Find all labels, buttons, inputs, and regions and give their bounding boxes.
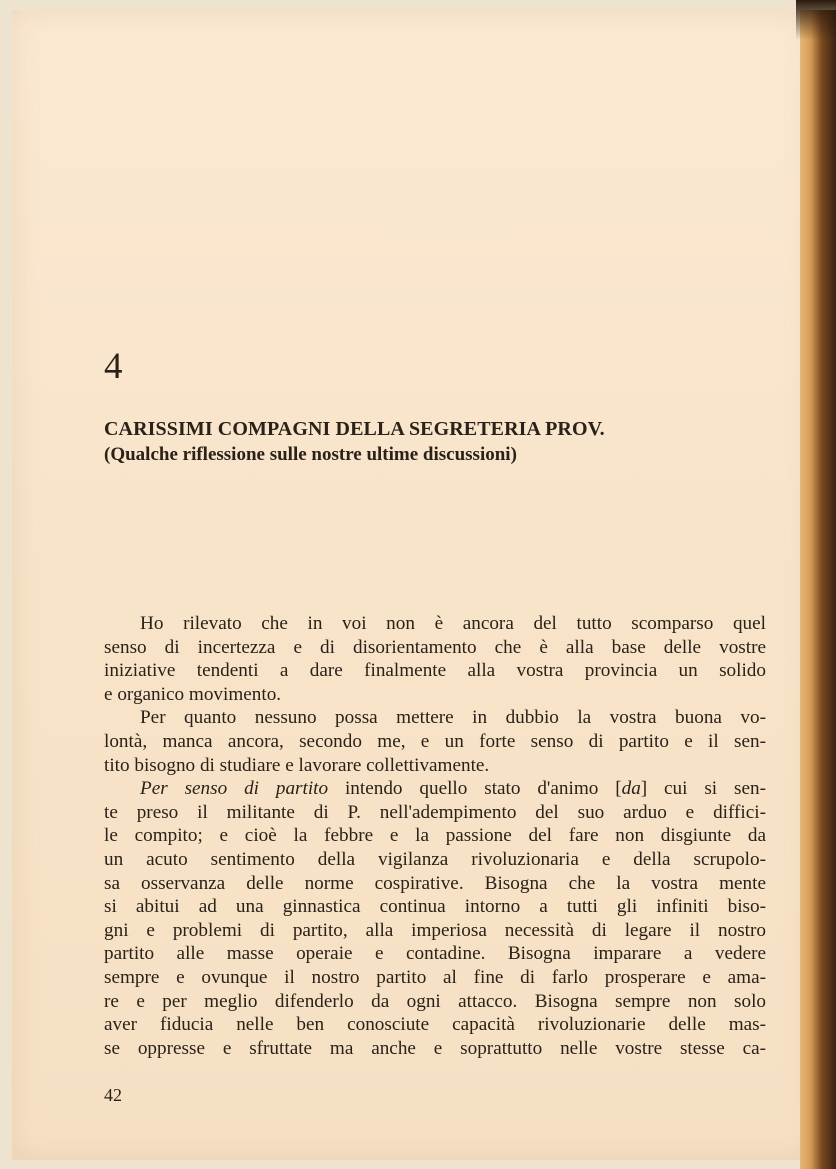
text-line: le compito; e cioè la febbre e la passione del fare non disgiunte da <box>104 825 766 847</box>
text-line: gni e problemi di partito, alla imperiosa necessità di legare il nostro <box>104 919 766 941</box>
text-line: un acuto sentimento della vigilanza rivoluzionaria e della scrupolo- <box>104 848 766 870</box>
paragraph-3 <box>104 777 766 1060</box>
text-line: sempre e ovunque il nostro partito al fine di farlo prosperare e ama- <box>104 966 766 988</box>
chapter-heading <box>104 417 744 467</box>
chapter-subtitle: (Qualche riflessione sulle nostre ultime discussioni) <box>104 444 517 465</box>
text-line: aver fiducia nelle ben conosciute capacità rivoluzionarie delle mas- <box>104 1014 766 1036</box>
text-line: iniziative tendenti a dare finalmente alla vostra provincia un solido <box>104 660 766 682</box>
text-line: re e per meglio difenderlo da ogni attacco. Bisogna sempre non solo <box>104 990 766 1012</box>
emphasis-text: Per senso di partito <box>140 778 329 800</box>
body-text <box>104 612 766 1060</box>
page-number: 42 <box>104 1085 122 1105</box>
book-spine-shadow <box>796 0 836 40</box>
text-line: Ho rilevato che in voi non è ancora del tutto scomparso quel <box>140 613 766 634</box>
text-line: se oppresse e sfruttate ma anche e soprattutto nelle vostre stesse ca- <box>104 1037 766 1059</box>
chapter-title: CARISSIMI COMPAGNI DELLA SEGRETERIA PROV. <box>104 418 605 440</box>
text-span: intendo quello stato d'animo [ <box>328 778 622 800</box>
text-line: si abitui ad una ginnastica continua intorno a tutti gli infiniti biso- <box>104 896 766 918</box>
text-line: partito alle masse operaie e contadine. Bisogna imparare a vedere <box>104 943 766 965</box>
paragraph-2 <box>104 706 766 777</box>
paragraph-1 <box>104 612 766 706</box>
text-span: ] cui si sen- <box>640 778 766 800</box>
emphasis-text: da <box>621 778 641 800</box>
text-line: senso di incertezza e di disorientamento che è alla base delle vostre <box>104 636 766 658</box>
text-line: lontà, manca ancora, secondo me, e un forte senso di partito e il sen- <box>104 730 766 752</box>
text-line: sa osservanza delle norme cospirative. Bisogna che la vostra mente <box>104 872 766 894</box>
text-line: e organico movimento. <box>104 683 282 705</box>
book-spine-edge <box>800 10 836 1169</box>
chapter-number: 4 <box>104 346 123 387</box>
text-line: te preso il militante di P. nell'adempimento del suo arduo e diffici- <box>104 801 766 823</box>
text-line: Per quanto nessuno possa mettere in dubbio la vostra buona vo- <box>140 707 766 729</box>
text-line: tito bisogno di studiare e lavorare collettivamente. <box>104 754 490 776</box>
text-line <box>104 777 766 801</box>
